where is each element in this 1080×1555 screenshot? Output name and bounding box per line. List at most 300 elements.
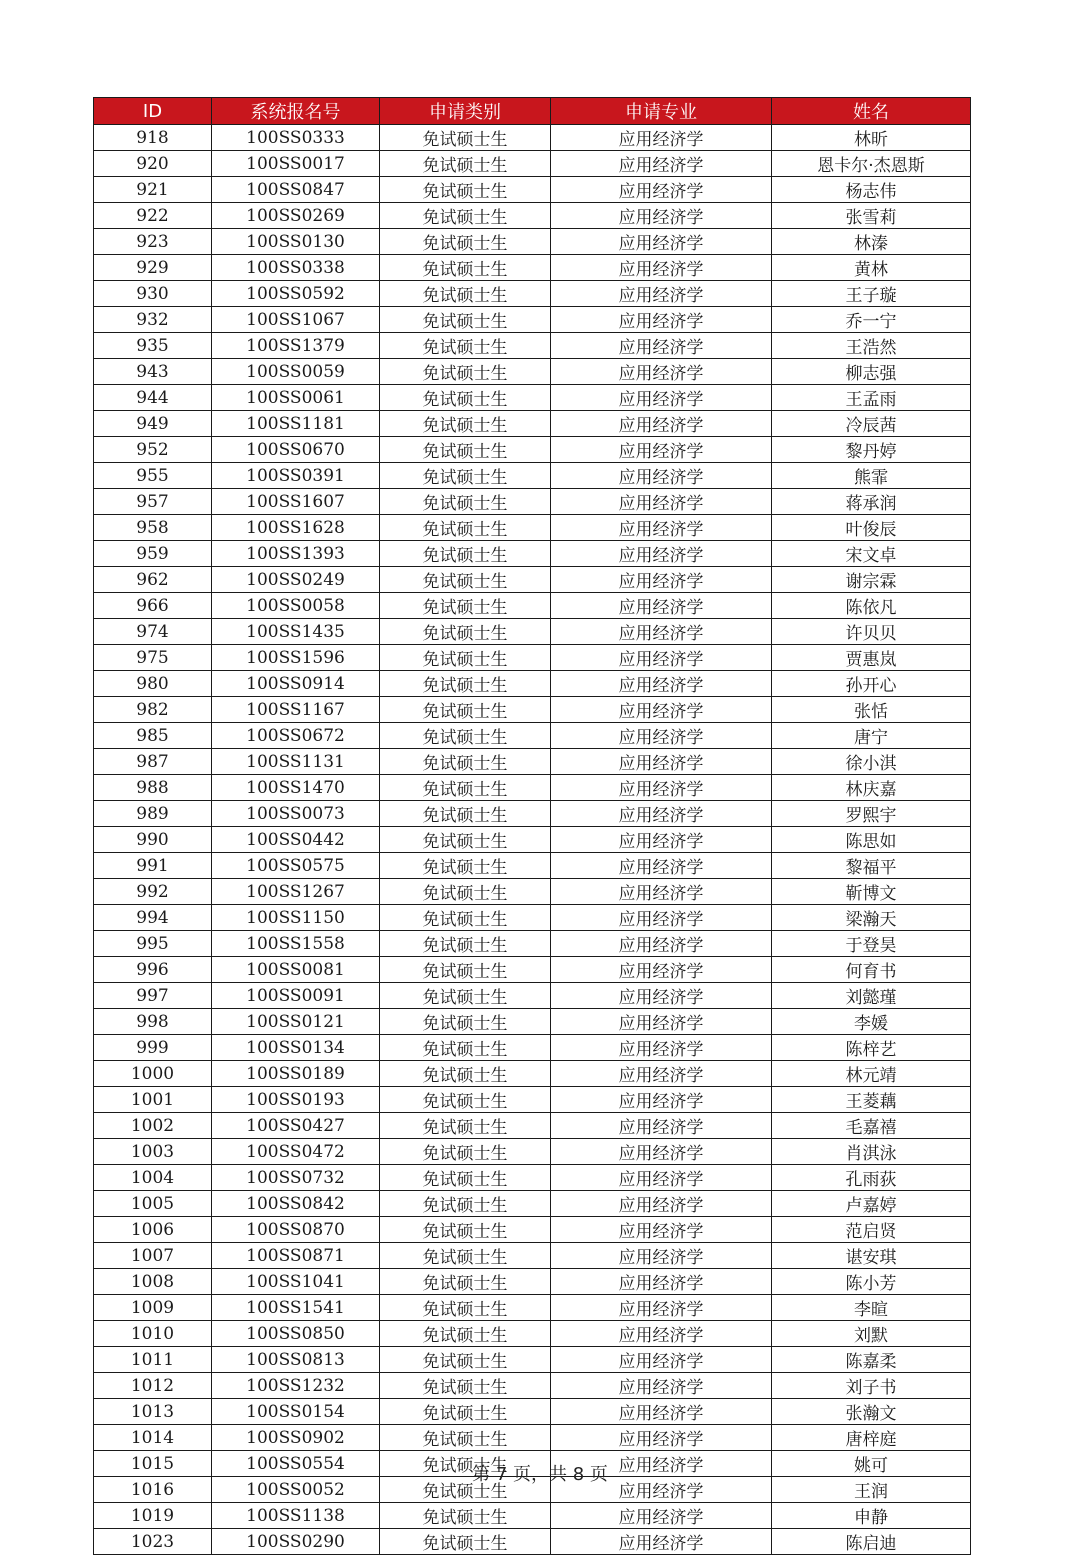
cell-name: 于登昊 (772, 931, 971, 957)
table-row (94, 801, 971, 827)
cell-id: 1006 (94, 1217, 212, 1243)
cell-id: 921 (94, 177, 212, 203)
cell-registration-number: 100SS1607 (212, 489, 380, 515)
cell-application-category: 免试硕士生 (380, 1165, 551, 1191)
table-row (94, 125, 971, 151)
cell-application-category: 免试硕士生 (380, 255, 551, 281)
cell-registration-number: 100SS0847 (212, 177, 380, 203)
table-row (94, 515, 971, 541)
cell-major: 应用经济学 (551, 203, 772, 229)
cell-major: 应用经济学 (551, 1451, 772, 1477)
cell-registration-number: 100SS1232 (212, 1373, 380, 1399)
cell-id: 918 (94, 125, 212, 151)
table-row (94, 333, 971, 359)
cell-application-category: 免试硕士生 (380, 1113, 551, 1139)
cell-major: 应用经济学 (551, 593, 772, 619)
cell-major: 应用经济学 (551, 983, 772, 1009)
cell-registration-number: 100SS0052 (212, 1477, 380, 1503)
cell-registration-number: 100SS1628 (212, 515, 380, 541)
cell-application-category: 免试硕士生 (380, 515, 551, 541)
cell-id: 1015 (94, 1451, 212, 1477)
table-row (94, 853, 971, 879)
table-row (94, 1165, 971, 1191)
cell-application-category: 免试硕士生 (380, 983, 551, 1009)
cell-id: 1010 (94, 1321, 212, 1347)
cell-id: 1014 (94, 1425, 212, 1451)
cell-application-category: 免试硕士生 (380, 1373, 551, 1399)
cell-id: 935 (94, 333, 212, 359)
cell-id: 995 (94, 931, 212, 957)
table-header (94, 98, 971, 125)
cell-name: 黎丹婷 (772, 437, 971, 463)
cell-name: 孔雨荻 (772, 1165, 971, 1191)
cell-application-category: 免试硕士生 (380, 281, 551, 307)
cell-id: 991 (94, 853, 212, 879)
cell-registration-number: 100SS0871 (212, 1243, 380, 1269)
cell-name: 姚可 (772, 1451, 971, 1477)
cell-major: 应用经济学 (551, 515, 772, 541)
cell-application-category: 免试硕士生 (380, 775, 551, 801)
cell-registration-number: 100SS0670 (212, 437, 380, 463)
cell-registration-number: 100SS0333 (212, 125, 380, 151)
cell-id: 1012 (94, 1373, 212, 1399)
table-row (94, 1425, 971, 1451)
cell-application-category: 免试硕士生 (380, 1243, 551, 1269)
cell-registration-number: 100SS0391 (212, 463, 380, 489)
cell-application-category: 免试硕士生 (380, 1425, 551, 1451)
table-row (94, 1347, 971, 1373)
cell-major: 应用经济学 (551, 1269, 772, 1295)
page-number: 第 7 页，共 8 页 (472, 1464, 608, 1485)
table-row (94, 463, 971, 489)
cell-major: 应用经济学 (551, 1425, 772, 1451)
cell-name: 陈思如 (772, 827, 971, 853)
cell-major: 应用经济学 (551, 385, 772, 411)
cell-registration-number: 100SS0091 (212, 983, 380, 1009)
cell-application-category: 免试硕士生 (380, 359, 551, 385)
cell-name: 杨志伟 (772, 177, 971, 203)
cell-application-category: 免试硕士生 (380, 1477, 551, 1503)
cell-id: 982 (94, 697, 212, 723)
cell-major: 应用经济学 (551, 177, 772, 203)
cell-id: 957 (94, 489, 212, 515)
cell-id: 1019 (94, 1503, 212, 1529)
cell-application-category: 免试硕士生 (380, 333, 551, 359)
cell-name: 刘子书 (772, 1373, 971, 1399)
cell-application-category: 免试硕士生 (380, 1269, 551, 1295)
cell-registration-number: 100SS0269 (212, 203, 380, 229)
cell-major: 应用经济学 (551, 775, 772, 801)
cell-application-category: 免试硕士生 (380, 463, 551, 489)
cell-registration-number: 100SS0813 (212, 1347, 380, 1373)
cell-name: 恩卡尔·杰恩斯 (772, 151, 971, 177)
cell-application-category: 免试硕士生 (380, 1399, 551, 1425)
cell-application-category: 免试硕士生 (380, 1321, 551, 1347)
cell-name: 唐梓庭 (772, 1425, 971, 1451)
cell-registration-number: 100SS0732 (212, 1165, 380, 1191)
cell-major: 应用经济学 (551, 463, 772, 489)
cell-registration-number: 100SS0059 (212, 359, 380, 385)
table-row (94, 151, 971, 177)
cell-name: 蒋承润 (772, 489, 971, 515)
cell-id: 952 (94, 437, 212, 463)
cell-registration-number: 100SS1558 (212, 931, 380, 957)
cell-registration-number: 100SS0338 (212, 255, 380, 281)
cell-id: 974 (94, 619, 212, 645)
cell-application-category: 免试硕士生 (380, 307, 551, 333)
cell-id: 1013 (94, 1399, 212, 1425)
cell-registration-number: 100SS0058 (212, 593, 380, 619)
cell-major: 应用经济学 (551, 333, 772, 359)
cell-name: 张雪莉 (772, 203, 971, 229)
table-row (94, 229, 971, 255)
cell-name: 王润 (772, 1477, 971, 1503)
cell-id: 920 (94, 151, 212, 177)
cell-name: 林溱 (772, 229, 971, 255)
cell-major: 应用经济学 (551, 567, 772, 593)
cell-major: 应用经济学 (551, 905, 772, 931)
cell-application-category: 免试硕士生 (380, 1061, 551, 1087)
cell-application-category: 免试硕士生 (380, 931, 551, 957)
cell-major: 应用经济学 (551, 749, 772, 775)
table-row (94, 437, 971, 463)
cell-name: 林昕 (772, 125, 971, 151)
cell-application-category: 免试硕士生 (380, 957, 551, 983)
cell-name: 刘默 (772, 1321, 971, 1347)
cell-name: 梁瀚天 (772, 905, 971, 931)
cell-major: 应用经济学 (551, 1243, 772, 1269)
cell-major: 应用经济学 (551, 229, 772, 255)
cell-name: 王子璇 (772, 281, 971, 307)
cell-major: 应用经济学 (551, 541, 772, 567)
cell-id: 996 (94, 957, 212, 983)
cell-registration-number: 100SS1067 (212, 307, 380, 333)
cell-registration-number: 100SS1181 (212, 411, 380, 437)
cell-registration-number: 100SS0081 (212, 957, 380, 983)
cell-registration-number: 100SS1470 (212, 775, 380, 801)
cell-major: 应用经济学 (551, 1321, 772, 1347)
cell-id: 930 (94, 281, 212, 307)
table-row (94, 489, 971, 515)
header-application-category: 申请类别 (380, 98, 551, 125)
table-row (94, 697, 971, 723)
cell-application-category: 免试硕士生 (380, 1529, 551, 1555)
cell-registration-number: 100SS1138 (212, 1503, 380, 1529)
cell-major: 应用经济学 (551, 1399, 772, 1425)
cell-name: 谌安琪 (772, 1243, 971, 1269)
table-row (94, 931, 971, 957)
cell-application-category: 免试硕士生 (380, 827, 551, 853)
cell-major: 应用经济学 (551, 1191, 772, 1217)
cell-id: 994 (94, 905, 212, 931)
cell-registration-number: 100SS1393 (212, 541, 380, 567)
cell-registration-number: 100SS0902 (212, 1425, 380, 1451)
cell-name: 徐小淇 (772, 749, 971, 775)
cell-name: 许贝贝 (772, 619, 971, 645)
cell-application-category: 免试硕士生 (380, 1217, 551, 1243)
cell-major: 应用经济学 (551, 827, 772, 853)
cell-name: 黄林 (772, 255, 971, 281)
cell-application-category: 免试硕士生 (380, 151, 551, 177)
cell-registration-number: 100SS0427 (212, 1113, 380, 1139)
cell-major: 应用经济学 (551, 1035, 772, 1061)
cell-application-category: 免试硕士生 (380, 853, 551, 879)
table-row (94, 1217, 971, 1243)
cell-application-category: 免试硕士生 (380, 1451, 551, 1477)
cell-name: 贾惠岚 (772, 645, 971, 671)
cell-id: 959 (94, 541, 212, 567)
cell-major: 应用经济学 (551, 255, 772, 281)
table-row (94, 827, 971, 853)
table-row (94, 1035, 971, 1061)
cell-application-category: 免试硕士生 (380, 1009, 551, 1035)
cell-registration-number: 100SS1267 (212, 879, 380, 905)
cell-major: 应用经济学 (551, 1009, 772, 1035)
cell-major: 应用经济学 (551, 801, 772, 827)
cell-registration-number: 100SS0189 (212, 1061, 380, 1087)
cell-name: 王菱藕 (772, 1087, 971, 1113)
cell-application-category: 免试硕士生 (380, 749, 551, 775)
cell-registration-number: 100SS0121 (212, 1009, 380, 1035)
cell-major: 应用经济学 (551, 1347, 772, 1373)
table-row (94, 1009, 971, 1035)
cell-id: 955 (94, 463, 212, 489)
cell-major: 应用经济学 (551, 1087, 772, 1113)
cell-major: 应用经济学 (551, 281, 772, 307)
cell-major: 应用经济学 (551, 723, 772, 749)
cell-name: 林庆嘉 (772, 775, 971, 801)
cell-application-category: 免试硕士生 (380, 489, 551, 515)
cell-application-category: 免试硕士生 (380, 697, 551, 723)
cell-registration-number: 100SS0575 (212, 853, 380, 879)
cell-application-category: 免试硕士生 (380, 1035, 551, 1061)
cell-application-category: 免试硕士生 (380, 1295, 551, 1321)
cell-registration-number: 100SS0249 (212, 567, 380, 593)
cell-major: 应用经济学 (551, 1139, 772, 1165)
cell-id: 949 (94, 411, 212, 437)
cell-application-category: 免试硕士生 (380, 1139, 551, 1165)
cell-name: 熊霏 (772, 463, 971, 489)
table-row (94, 411, 971, 437)
cell-registration-number: 100SS1131 (212, 749, 380, 775)
cell-major: 应用经济学 (551, 853, 772, 879)
table-row (94, 385, 971, 411)
table-row (94, 177, 971, 203)
cell-registration-number: 100SS0073 (212, 801, 380, 827)
table-row (94, 307, 971, 333)
table-row (94, 1113, 971, 1139)
cell-major: 应用经济学 (551, 489, 772, 515)
cell-major: 应用经济学 (551, 307, 772, 333)
cell-application-category: 免试硕士生 (380, 671, 551, 697)
cell-application-category: 免试硕士生 (380, 541, 551, 567)
cell-application-category: 免试硕士生 (380, 723, 551, 749)
cell-name: 陈梓艺 (772, 1035, 971, 1061)
cell-id: 922 (94, 203, 212, 229)
cell-major: 应用经济学 (551, 1529, 772, 1555)
cell-application-category: 免试硕士生 (380, 1503, 551, 1529)
cell-name: 谢宗霖 (772, 567, 971, 593)
table-row (94, 983, 971, 1009)
cell-id: 985 (94, 723, 212, 749)
cell-major: 应用经济学 (551, 359, 772, 385)
header-major: 申请专业 (551, 98, 772, 125)
cell-registration-number: 100SS0134 (212, 1035, 380, 1061)
cell-id: 1005 (94, 1191, 212, 1217)
cell-name: 范启贤 (772, 1217, 971, 1243)
table-row (94, 541, 971, 567)
cell-name: 毛嘉禧 (772, 1113, 971, 1139)
cell-application-category: 免试硕士生 (380, 619, 551, 645)
cell-registration-number: 100SS0290 (212, 1529, 380, 1555)
cell-major: 应用经济学 (551, 1061, 772, 1087)
cell-name: 李暄 (772, 1295, 971, 1321)
header-registration-number: 系统报名号 (212, 98, 380, 125)
cell-name: 唐宁 (772, 723, 971, 749)
cell-major: 应用经济学 (551, 879, 772, 905)
cell-major: 应用经济学 (551, 1217, 772, 1243)
table-row (94, 1243, 971, 1269)
cell-application-category: 免试硕士生 (380, 879, 551, 905)
cell-id: 962 (94, 567, 212, 593)
cell-name: 王孟雨 (772, 385, 971, 411)
cell-registration-number: 100SS1435 (212, 619, 380, 645)
cell-application-category: 免试硕士生 (380, 203, 551, 229)
cell-id: 1008 (94, 1269, 212, 1295)
cell-major: 应用经济学 (551, 1295, 772, 1321)
cell-id: 990 (94, 827, 212, 853)
cell-name: 乔一宁 (772, 307, 971, 333)
cell-id: 988 (94, 775, 212, 801)
cell-application-category: 免试硕士生 (380, 1191, 551, 1217)
cell-id: 929 (94, 255, 212, 281)
cell-name: 刘懿瑾 (772, 983, 971, 1009)
cell-id: 989 (94, 801, 212, 827)
cell-name: 肖淇泳 (772, 1139, 971, 1165)
cell-name: 张恬 (772, 697, 971, 723)
cell-registration-number: 100SS0672 (212, 723, 380, 749)
header-row (94, 98, 971, 125)
cell-registration-number: 100SS1041 (212, 1269, 380, 1295)
table-row (94, 1399, 971, 1425)
cell-major: 应用经济学 (551, 671, 772, 697)
cell-name: 叶俊辰 (772, 515, 971, 541)
cell-application-category: 免试硕士生 (380, 229, 551, 255)
cell-name: 申静 (772, 1503, 971, 1529)
cell-application-category: 免试硕士生 (380, 177, 551, 203)
cell-registration-number: 100SS0914 (212, 671, 380, 697)
table-row (94, 957, 971, 983)
cell-application-category: 免试硕士生 (380, 437, 551, 463)
header-id: ID (94, 98, 212, 125)
cell-registration-number: 100SS0850 (212, 1321, 380, 1347)
cell-name: 李媛 (772, 1009, 971, 1035)
table-row (94, 1061, 971, 1087)
cell-id: 966 (94, 593, 212, 619)
cell-major: 应用经济学 (551, 697, 772, 723)
cell-registration-number: 100SS0870 (212, 1217, 380, 1243)
table-row (94, 255, 971, 281)
cell-name: 柳志强 (772, 359, 971, 385)
cell-major: 应用经济学 (551, 1113, 772, 1139)
cell-major: 应用经济学 (551, 125, 772, 151)
cell-id: 999 (94, 1035, 212, 1061)
cell-id: 980 (94, 671, 212, 697)
table-row (94, 879, 971, 905)
cell-major: 应用经济学 (551, 151, 772, 177)
table-row (94, 1321, 971, 1347)
table-row (94, 645, 971, 671)
cell-registration-number: 100SS0154 (212, 1399, 380, 1425)
cell-application-category: 免试硕士生 (380, 1087, 551, 1113)
table-row (94, 1087, 971, 1113)
cell-id: 944 (94, 385, 212, 411)
table-body (94, 125, 971, 1555)
table-row (94, 593, 971, 619)
admission-table (93, 97, 971, 1555)
cell-id: 1001 (94, 1087, 212, 1113)
cell-application-category: 免试硕士生 (380, 593, 551, 619)
table-row (94, 567, 971, 593)
cell-registration-number: 100SS0017 (212, 151, 380, 177)
table-row (94, 619, 971, 645)
cell-id: 932 (94, 307, 212, 333)
cell-id: 1000 (94, 1061, 212, 1087)
cell-major: 应用经济学 (551, 1477, 772, 1503)
cell-registration-number: 100SS1379 (212, 333, 380, 359)
cell-registration-number: 100SS0554 (212, 1451, 380, 1477)
cell-name: 何育书 (772, 957, 971, 983)
cell-name: 张瀚文 (772, 1399, 971, 1425)
cell-application-category: 免试硕士生 (380, 801, 551, 827)
cell-application-category: 免试硕士生 (380, 1347, 551, 1373)
cell-registration-number: 100SS1167 (212, 697, 380, 723)
cell-id: 1004 (94, 1165, 212, 1191)
table-row (94, 1295, 971, 1321)
cell-major: 应用经济学 (551, 411, 772, 437)
cell-id: 943 (94, 359, 212, 385)
cell-registration-number: 100SS0592 (212, 281, 380, 307)
cell-id: 1016 (94, 1477, 212, 1503)
cell-name: 陈嘉柔 (772, 1347, 971, 1373)
cell-id: 1011 (94, 1347, 212, 1373)
cell-name: 陈启迪 (772, 1529, 971, 1555)
cell-application-category: 免试硕士生 (380, 905, 551, 931)
cell-id: 987 (94, 749, 212, 775)
cell-name: 靳博文 (772, 879, 971, 905)
cell-major: 应用经济学 (551, 1503, 772, 1529)
cell-id: 1003 (94, 1139, 212, 1165)
table-row (94, 1373, 971, 1399)
cell-major: 应用经济学 (551, 957, 772, 983)
cell-name: 冷辰茜 (772, 411, 971, 437)
cell-major: 应用经济学 (551, 1165, 772, 1191)
table-row (94, 1139, 971, 1165)
cell-name: 卢嘉婷 (772, 1191, 971, 1217)
cell-id: 1007 (94, 1243, 212, 1269)
cell-registration-number: 100SS0061 (212, 385, 380, 411)
cell-application-category: 免试硕士生 (380, 411, 551, 437)
cell-registration-number: 100SS1596 (212, 645, 380, 671)
table-row (94, 203, 971, 229)
cell-registration-number: 100SS0842 (212, 1191, 380, 1217)
cell-name: 宋文卓 (772, 541, 971, 567)
table-row (94, 723, 971, 749)
cell-application-category: 免试硕士生 (380, 385, 551, 411)
table-row (94, 281, 971, 307)
cell-id: 1002 (94, 1113, 212, 1139)
cell-name: 罗熙宇 (772, 801, 971, 827)
